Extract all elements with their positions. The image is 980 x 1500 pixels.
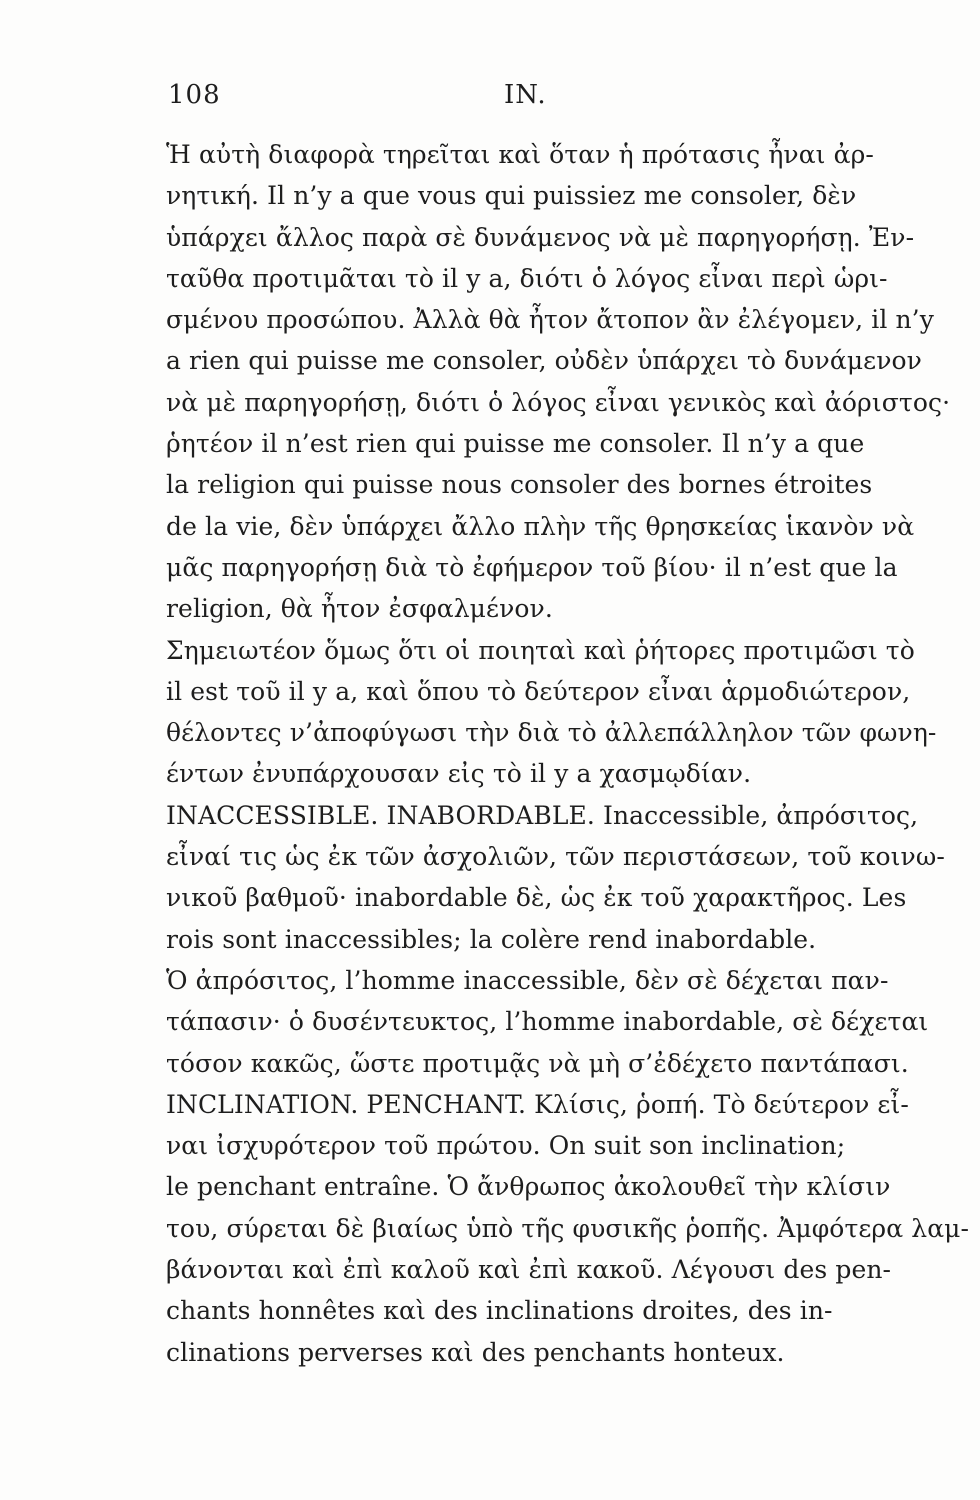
text-line: clinations perverses καὶ des penchants honteux. <box>166 1337 785 1367</box>
text-line: il est τοῦ il y a, καὶ ὅπου τὸ δεύτερον εἶναι ἁρμοδιώτερον, <box>166 676 911 706</box>
text-line: νὰ μὲ παρηγορήσῃ, διότι ὁ λόγος εἶναι γενικὸς καὶ ἀόριστος· <box>166 387 951 417</box>
page-header <box>168 80 880 120</box>
text-line: chants honnêtes καὶ des inclinations droites, des in- <box>166 1296 833 1326</box>
running-head: IN. <box>504 80 547 110</box>
text-line: μᾶς παρηγορήσῃ διὰ τὸ ἐφήμερον τοῦ βίου· il n’est que la <box>166 552 898 582</box>
text-line: τάπασιν· ὁ δυσέντευκτος, l’homme inabordable, σὲ δέχεται <box>166 1007 929 1037</box>
text-line: rois sont inaccessibles; la colère rend inabordable. <box>166 924 817 954</box>
page-number: 108 <box>168 80 221 110</box>
text-line: σμένου προσώπου. Ἀλλὰ θὰ ἦτον ἄτοπον ἂν ἐλέγομεν, il n’y <box>166 305 934 335</box>
text-line: de la vie, δὲν ὑπάρχει ἄλλο πλὴν τῆς θρησκείας ἱκανὸν νὰ <box>166 511 915 541</box>
text-line: religion, θὰ ἦτον ἐσφαλμένον. <box>166 594 553 624</box>
text-line: Σημειωτέον ὅμως ὅτι οἱ ποιηταὶ καὶ ῥήτορες προτιμῶσι τὸ <box>166 635 915 665</box>
text-line: θέλοντες ν’ἀποφύγωσι τὴν διὰ τὸ ἀλλεπάλληλον τῶν φωνη- <box>166 718 937 748</box>
text-line: του, σύρεται δὲ βιαίως ὑπὸ τῆς φυσικῆς ῥοπῆς. Ἀμφότερα λαμ- <box>166 1213 970 1243</box>
text-line: Ὁ ἀπρόσιτος, l’homme inaccessible, δὲν σὲ δέχεται παν- <box>166 965 889 995</box>
text-line: le penchant entraîne. Ὁ ἄνθρωπος ἀκολουθεῖ τὴν κλίσιν <box>166 1172 891 1202</box>
text-line: εἶναί τις ὡς ἐκ τῶν ἀσχολιῶν, τῶν περιστάσεων, τοῦ κοινω- <box>166 842 945 872</box>
text-line: a rien qui puisse me consoler, οὐδὲν ὑπάρχει τὸ δυνάμενον <box>166 346 922 376</box>
text-line: ὑπάρχει ἄλλος παρὰ σὲ δυνάμενος νὰ μὲ παρηγορήσῃ. Ἐν- <box>166 222 915 252</box>
text-line: τόσον κακῶς, ὥστε προτιμᾷς νὰ μὴ σ’ἐδέχετο παντάπασι. <box>166 1048 909 1078</box>
text-line: νικοῦ βαθμοῦ· inabordable δὲ, ὡς ἐκ τοῦ χαρακτῆρος. Les <box>166 883 907 913</box>
text-line: νητική. Il n’y a que vous qui puissiez me consoler, δὲν <box>166 181 857 211</box>
text-line: έντων ἐνυπάρχουσαν εἰς τὸ il y a χασμῳδίαν. <box>166 759 752 789</box>
text-line: ναι ἰσχυρότερον τοῦ πρώτου. On suit son inclination; <box>166 1131 846 1161</box>
text-line: ταῦθα προτιμᾶται τὸ il y a, διότι ὁ λόγος εἶναι περὶ ὡρι- <box>166 263 888 293</box>
text-line: Ἡ αὐτὴ διαφορὰ τηρεῖται καὶ ὅταν ἡ πρότασις ἦναι ἀρ- <box>166 140 874 169</box>
body-text <box>166 134 970 1373</box>
text-line: INACCESSIBLE. INABORDABLE. Inaccessible, ἀπρόσιτος, <box>166 800 919 830</box>
text-line: βάνονται καὶ ἐπὶ καλοῦ καὶ ἐπὶ κακοῦ. Λέγουσι des pen- <box>166 1255 892 1285</box>
text-line: ῥητέον il n’est rien qui puisse me consoler. Il n’y a que <box>166 429 865 459</box>
text-line: INCLINATION. PENCHANT. Κλίσις, ῥοπή. Τὸ δεύτερον εἶ- <box>166 1089 909 1119</box>
text-line: la religion qui puisse nous consoler des bornes étroites <box>166 470 873 500</box>
